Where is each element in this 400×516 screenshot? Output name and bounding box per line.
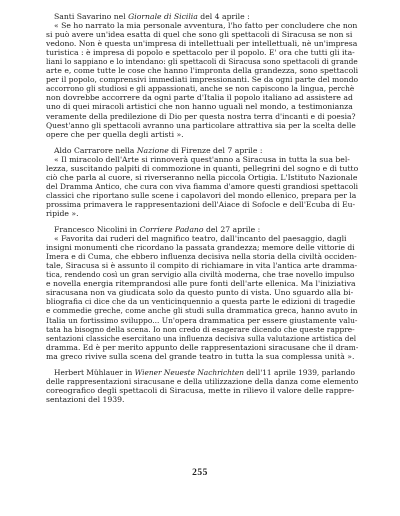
text-line: arte e, come tutte le cose che hanno l'impronta della grandezza, sono spettacoli [46, 66, 358, 76]
date-label: del 4 aprile : [197, 12, 250, 21]
text-line: si può avere un'idea esatta di quel che sono gli spettacoli di Siracusa se non si [46, 30, 353, 40]
text-line: sentazioni del 1939. [46, 394, 125, 404]
text-line: accorrono gli studiosi e gli appassionati, anche se non capiscono la lingua, perchè [46, 84, 355, 94]
page-number: 255 [192, 468, 208, 478]
summary-paragraph [46, 377, 358, 404]
text-line: e commedie greche, come anche gli studi sulla drammatica greca, hanno avuto in [46, 306, 358, 316]
text-line: Quest'anno gli spettacoli avranno una particolare attrattiva sia per la scelta delle [46, 120, 356, 130]
text-line: « Favorita dai ruderi del magnifico teatro, dall'incanto del paesaggio, dagli [54, 234, 347, 244]
text-line: classici che riportano sulle scene i capolavori del mondo ellenico, prepara per la [46, 190, 357, 200]
author-label: Herbert Mühlauer in [54, 367, 135, 377]
text-line: dramma. Ed è per merito appunto delle rappresentazioni siracusane che il dram- [46, 342, 358, 352]
text-line: lezza, suscitando palpiti di commozione in quanti, pellegrini del sogno e di tutto [46, 163, 358, 173]
excerpt-heading [46, 368, 358, 377]
text-line: tale, Siracusa si è assunto il compito di richiamare in vita l'antica arte dramma- [46, 261, 358, 271]
text-line: del Dramma Antico, che cura con viva fiamma d'amore questi grandiosi spettacoli [46, 181, 358, 191]
excerpt-heading [46, 225, 358, 234]
text-line: Italia un fortissimo sviluppo... Un'opera drammatica per essere giustamente valu- [46, 315, 358, 325]
author-label: Santi Savarino nel [54, 12, 129, 21]
text-line: sentazioni classiche esercitano una influenza decisiva sulla valutazione artistica del [46, 333, 357, 343]
text-line: ma greco rivive sulla scena del grande teatro in tutta la sua complessa unità ». [46, 351, 355, 361]
text-line: per il popolo, comprensivi immediati impressionanti. Se da ogni parte del mondo [46, 75, 358, 85]
newspaper-title: Wiener Neueste Nachrichten [134, 367, 245, 377]
author-label: Francesco Nicolini in [54, 225, 140, 235]
text-line: liani lo sappiano e lo intendano: gli spettacoli di Siracusa sono spettacoli di grande [46, 57, 358, 67]
author-label: Aldo Carrarore nella [54, 145, 137, 155]
quotation-paragraph [46, 21, 358, 139]
text-line: tica, rendendo così un gran servigio alla civiltà moderna, che trae novello impulso [46, 270, 355, 280]
excerpt-heading [46, 146, 358, 155]
text-line: veramente della predilezione di Dio per questa nostra terra d'incanti e di poesia? [46, 111, 356, 121]
text-line: insigni monumenti che ricordano la passata grandezza; memore delle vittorie di [46, 243, 355, 253]
text-line: Imera e di Cuma, che ebbero influenza decisiva nella storia della civiltà occiden- [46, 252, 357, 262]
press-excerpt-giornale-di-sicilia [46, 12, 358, 139]
press-excerpt-corriere-padano [46, 225, 358, 361]
text-line: turistica : è impresa di popolo e spettacolo per il popolo. E' ora che tutti gli ita- [46, 48, 355, 58]
text-line: non dovrebbe accorrere da ogni parte d'Italia il popolo italiano ad assistere ad [46, 93, 353, 103]
newspaper-title: Corriere Padano [139, 225, 204, 235]
text-line: delle rappresentazioni siracusane e della utilizzazione della danza come elemento [46, 376, 358, 386]
date-label: di Firenze del 7 aprile : [168, 145, 263, 155]
text-line: opere che per quella degli artisti ». [46, 129, 184, 139]
text-line: siracusana non va giudicata solo da questo punto di vista. Uno sguardo alla bi- [46, 288, 354, 298]
press-excerpt-nazione [46, 146, 358, 218]
date-label: dell'11 aprile 1939, parlando [244, 367, 355, 377]
text-line: « Se ho narrato la mia personale avventura, l'ho fatto per concludere che non [54, 21, 358, 31]
newspaper-title: Nazione [136, 145, 169, 155]
newspaper-title: Giornale di Sicilia [128, 12, 198, 21]
text-line: bliografia ci dice che da un venticinquennio a questa parte le edizioni di tragedie [46, 297, 356, 307]
text-line: e novella energia ritemprandosi alle pure fonti dell'arte ellenica. Ma l'iniziativa [46, 279, 356, 289]
text-line: vedono. Non è questa un'impresa di intellettuali per intellettuali, nè un'impresa [46, 39, 358, 49]
text-line: ciò che parla al cuore, si riverseranno nella piccola Ortigia. L'Istituto Nazionale [46, 172, 358, 182]
quotation-paragraph [46, 155, 358, 218]
press-excerpt-wiener-neueste-nachrichten [46, 368, 358, 404]
text-line: « Il miracolo dell'Arte si rinnoverà quest'anno a Siracusa in tutta la sua bel- [54, 154, 350, 164]
text-line: prossima primavera le rappresentazioni dell'Aiace di Sofocle e dell'Ecuba di Eu- [46, 199, 356, 209]
excerpt-heading [46, 12, 358, 21]
date-label: del 27 aprile : [203, 225, 261, 235]
text-line: ripide ». [46, 208, 79, 218]
text-line: uno di quei miracoli artistici che non hanno uguali nel mondo, a testimonianza [46, 102, 353, 112]
text-line: coreografico degli spettacoli di Siracusa, mette in rilievo il valore delle rappre- [46, 385, 355, 395]
text-line: tata ha bisogno della scena. Io non credo di esagerare dicendo che queste rappre- [46, 324, 355, 334]
quotation-paragraph [46, 234, 358, 361]
